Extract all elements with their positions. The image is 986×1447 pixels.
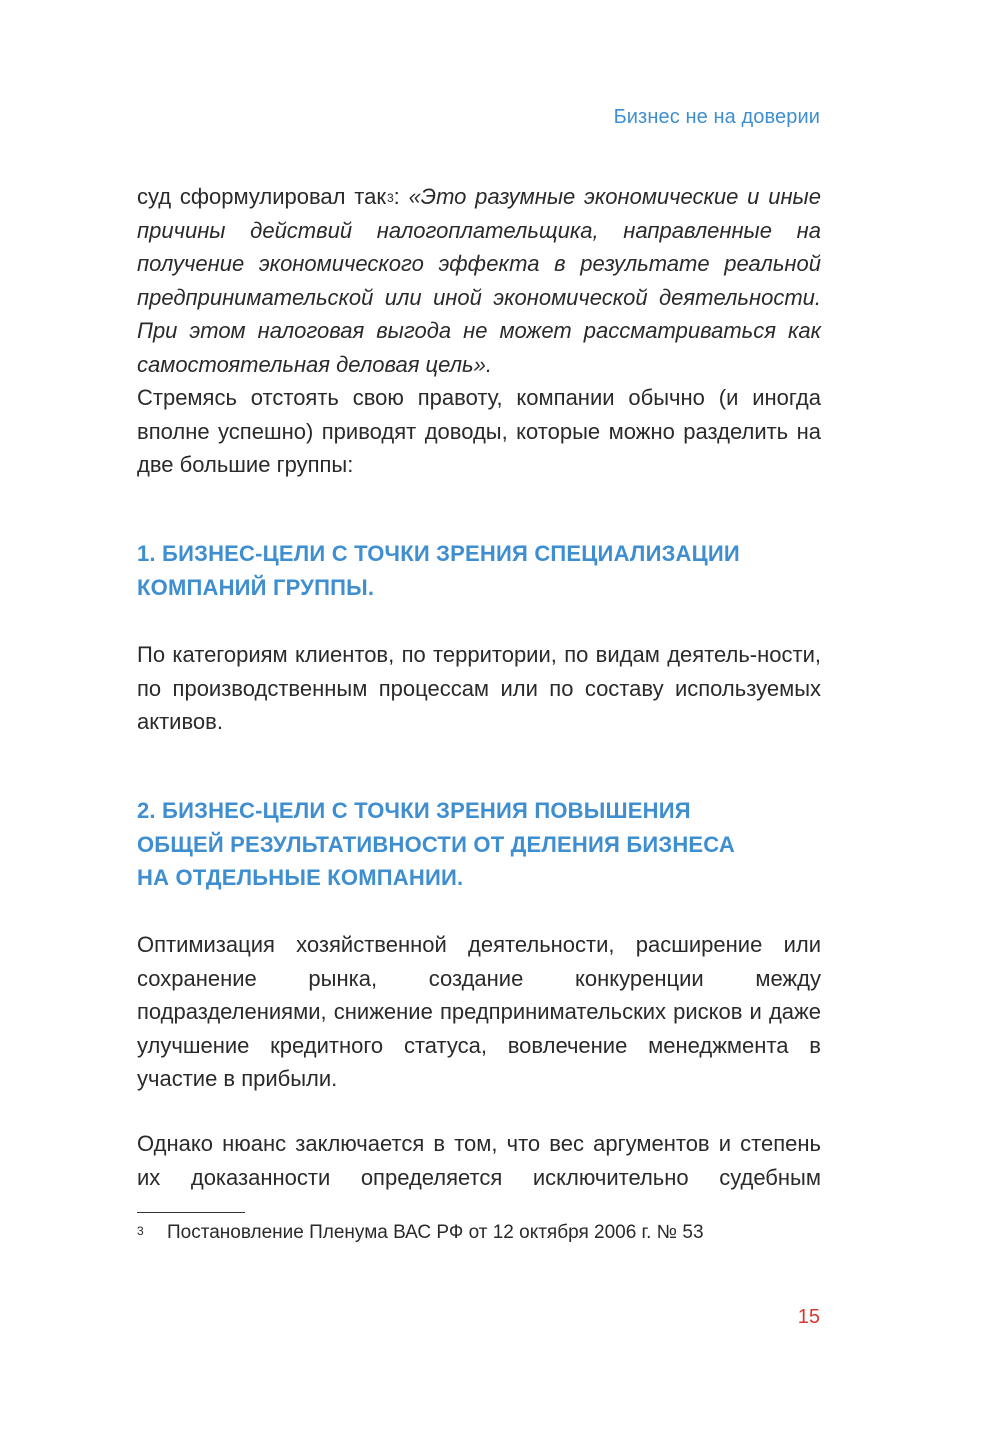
footnote-text: Постановление Пленума ВАС РФ от 12 октября 2006 г. № 53 — [167, 1222, 704, 1243]
section-2-heading-line: НА ОТДЕЛЬНЫЕ КОМПАНИИ. — [137, 865, 464, 890]
section-1-body — [137, 638, 821, 739]
footnote-reference: 3 — [386, 191, 394, 205]
section-1-heading — [137, 537, 821, 604]
quote-colon: : — [393, 184, 400, 209]
intro-paragraph-text: Стремясь отстоять свою правоту, компании обычно (и иногда вполне успешно) приводят доводы, которые можно разделить на две большие группы: — [137, 385, 821, 477]
section-1-heading-line: 1. БИЗНЕС-ЦЕЛИ С ТОЧКИ ЗРЕНИЯ СПЕЦИАЛИЗАЦИИ — [137, 541, 740, 566]
intro-paragraph — [137, 381, 821, 482]
section-2-body — [137, 928, 821, 1096]
section-2-body-text: Оптимизация хозяйственной деятельности, расширение или сохранение рынка, создание конкуренции между подразделениями, снижение предпринимательских рисков и даже улучшение кредитного статуса, вовлечение менеджмента в участие в прибыли. — [137, 932, 821, 1091]
section-1-heading-line: КОМПАНИЙ ГРУППЫ. — [137, 574, 375, 600]
running-header: Бизнес не на доверии — [613, 106, 820, 128]
footnote-divider — [137, 1212, 245, 1213]
footnote — [137, 1222, 704, 1244]
section-2-heading-line: 2. БИЗНЕС-ЦЕЛИ С ТОЧКИ ЗРЕНИЯ ПОВЫШЕНИЯ — [137, 798, 691, 823]
section-1-body-text: По категориям клиентов, по территории, по видам деятель-ности, по производственным процессам или по составу используемых активов. — [137, 642, 821, 734]
section-2-heading-line: ОБЩЕЙ РЕЗУЛЬТАТИВНОСТИ ОТ ДЕЛЕНИЯ БИЗНЕСА — [137, 831, 735, 857]
final-paragraph-text: Однако нюанс заключается в том, что вес аргументов и степень их доказанности определяется исключительно судебным — [137, 1131, 821, 1190]
quote-lead-text: суд сформулировал так — [137, 184, 386, 209]
page-number: 15 — [797, 1306, 820, 1328]
final-paragraph — [137, 1127, 821, 1194]
section-2-heading — [137, 794, 821, 895]
footnote-mark: 3 — [137, 1224, 144, 1238]
court-quote: «Это разумные экономические и иные причины действий налогоплательщика, направленные на получение экономического эффекта в результате реальной предпринимательской или иной экономической деятельности. При этом налоговая выгода не может рассматриваться как самостоятельная деловая цель». — [137, 184, 821, 377]
quote-paragraph — [137, 180, 821, 381]
